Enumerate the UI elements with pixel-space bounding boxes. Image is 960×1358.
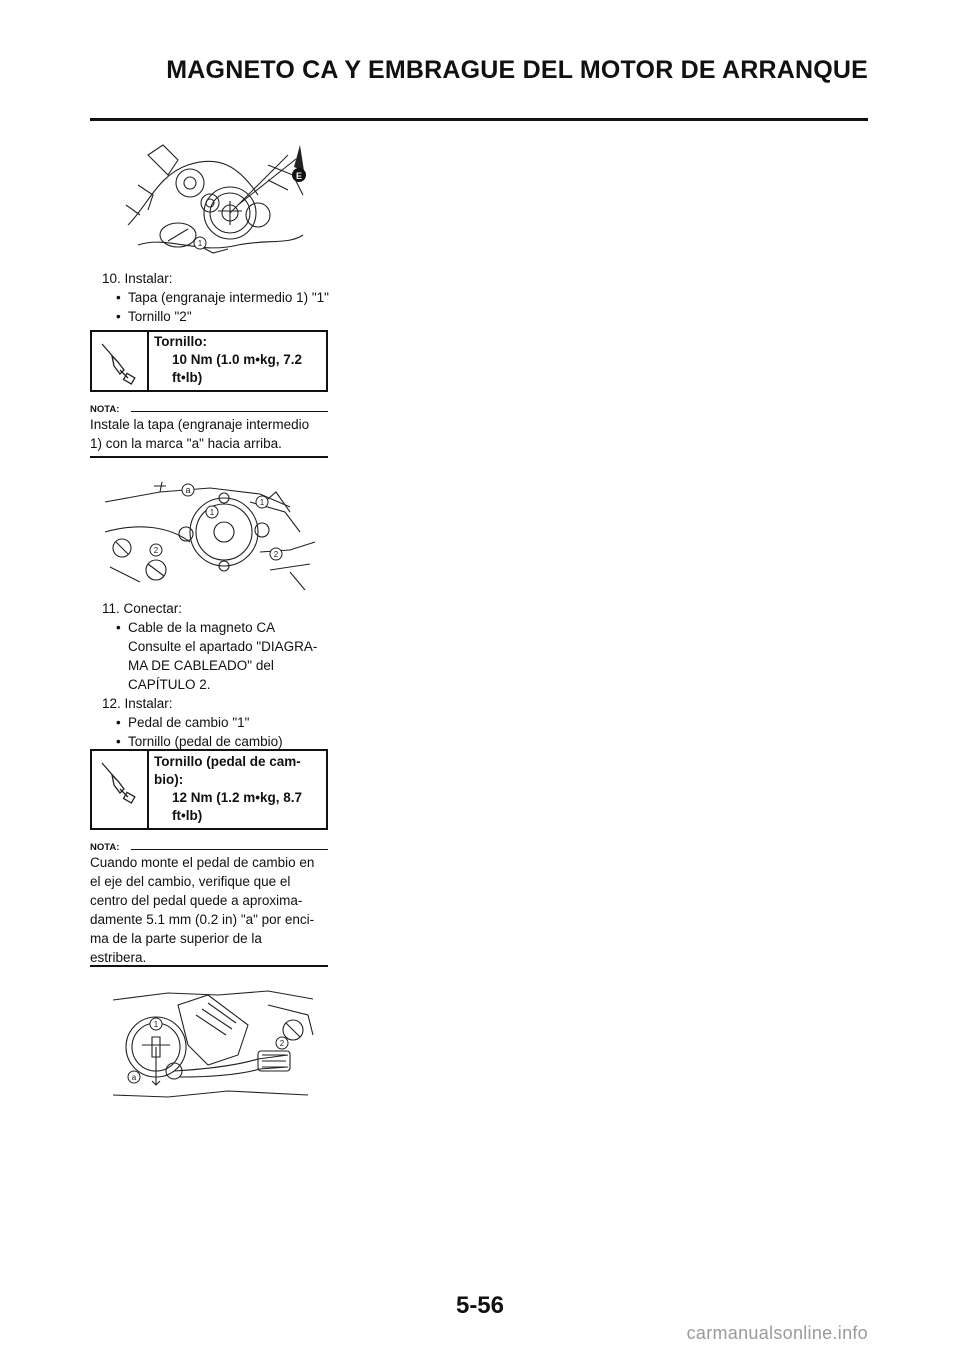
nota-2-line-1: Cuando monte el pedal de cambio en [90, 855, 315, 870]
callout-a: a [185, 485, 191, 495]
callout-1: 1 [197, 239, 203, 248]
callout-2-right: 2 [273, 550, 279, 559]
torque-2-label: Tornillo (pedal de cam- [154, 754, 301, 769]
header-rule [90, 118, 868, 121]
step-11-bullet: • Cable de la magneto CA [128, 619, 275, 638]
torque-2-value-cont: ft•lb) [172, 808, 203, 823]
callout-a-height: a [131, 1073, 137, 1082]
nota-2-line-3: centro del pedal quede a aproxima- [90, 893, 303, 908]
torque-spec-box-1 [90, 330, 328, 392]
page-title: MAGNETO CA Y EMBRAGUE DEL MOTOR DE ARRANQUE [166, 56, 868, 84]
wrench-icon [98, 759, 140, 805]
step-10-bullet-2: • Tornillo "2" [128, 308, 192, 327]
nota-2-label: NOTA: [90, 842, 120, 853]
nota-1-end-rule [90, 456, 328, 458]
figure-idle-gear-install [118, 135, 318, 267]
step-11-detail-3: CAPÍTULO 2. [128, 677, 211, 692]
step-11-detail-1: Consulte el apartado "DIAGRA- [128, 639, 318, 654]
nota-2-end-rule [90, 965, 328, 967]
torque-1-label: Tornillo: [154, 334, 207, 349]
page-number: 5-56 [455, 1292, 505, 1319]
nota-1-line-2: 1) con la marca "a" hacia arriba. [90, 436, 282, 451]
callout-2-left: 2 [153, 546, 159, 555]
step-11-heading: 11. Conectar: [102, 601, 183, 616]
callout-2-footrest: 2 [279, 1039, 285, 1048]
wrench-icon [98, 340, 140, 386]
torque-2-label-cont: bio): [154, 772, 184, 787]
step-11-detail-2: MA DE CABLEADO" del [128, 658, 274, 673]
nota-2-line-2: el eje del cambio, verifique que el [90, 874, 291, 889]
step-12-bullet-1: • Pedal de cambio "1" [128, 714, 249, 733]
step-12-bullet-2: • Tornillo (pedal de cambio) [128, 733, 283, 752]
nota-2-rule [131, 849, 328, 850]
torque-1-value: 10 Nm (1.0 m•kg, 7.2 [172, 352, 303, 367]
torque-icon-cell [92, 751, 149, 828]
figure-shift-pedal-height [108, 985, 320, 1110]
callout-1-pedal: 1 [153, 1020, 159, 1029]
step-12-heading: 12. Instalar: [102, 696, 173, 711]
torque-1-value-cont: ft•lb) [172, 370, 203, 385]
nota-1-rule [131, 411, 328, 412]
step-10-heading: 10. Instalar: [102, 271, 173, 286]
torque-icon-cell [92, 332, 149, 390]
step-10-bullet-1: • Tapa (engranaje intermedio 1) "1" [128, 289, 329, 308]
callout-e: E [295, 171, 303, 181]
callout-1-cover: 1 [209, 508, 215, 517]
nota-2-line-4: damente 5.1 mm (0.2 in) "a" por enci- [90, 912, 315, 927]
torque-2-value: 12 Nm (1.2 m•kg, 8.7 [172, 790, 303, 805]
nota-2-line-5: ma de la parte superior de la [90, 931, 262, 946]
figure-cover-mark-up [100, 472, 328, 592]
nota-1-line-1: Instale la tapa (engranaje intermedio [90, 417, 310, 432]
torque-spec-box-2 [90, 749, 328, 830]
nota-2-line-6: estribera. [90, 950, 147, 965]
callout-1-right: 1 [259, 498, 265, 507]
nota-1-label: NOTA: [90, 404, 120, 415]
watermark: carmanualsonline.info [686, 1323, 868, 1343]
